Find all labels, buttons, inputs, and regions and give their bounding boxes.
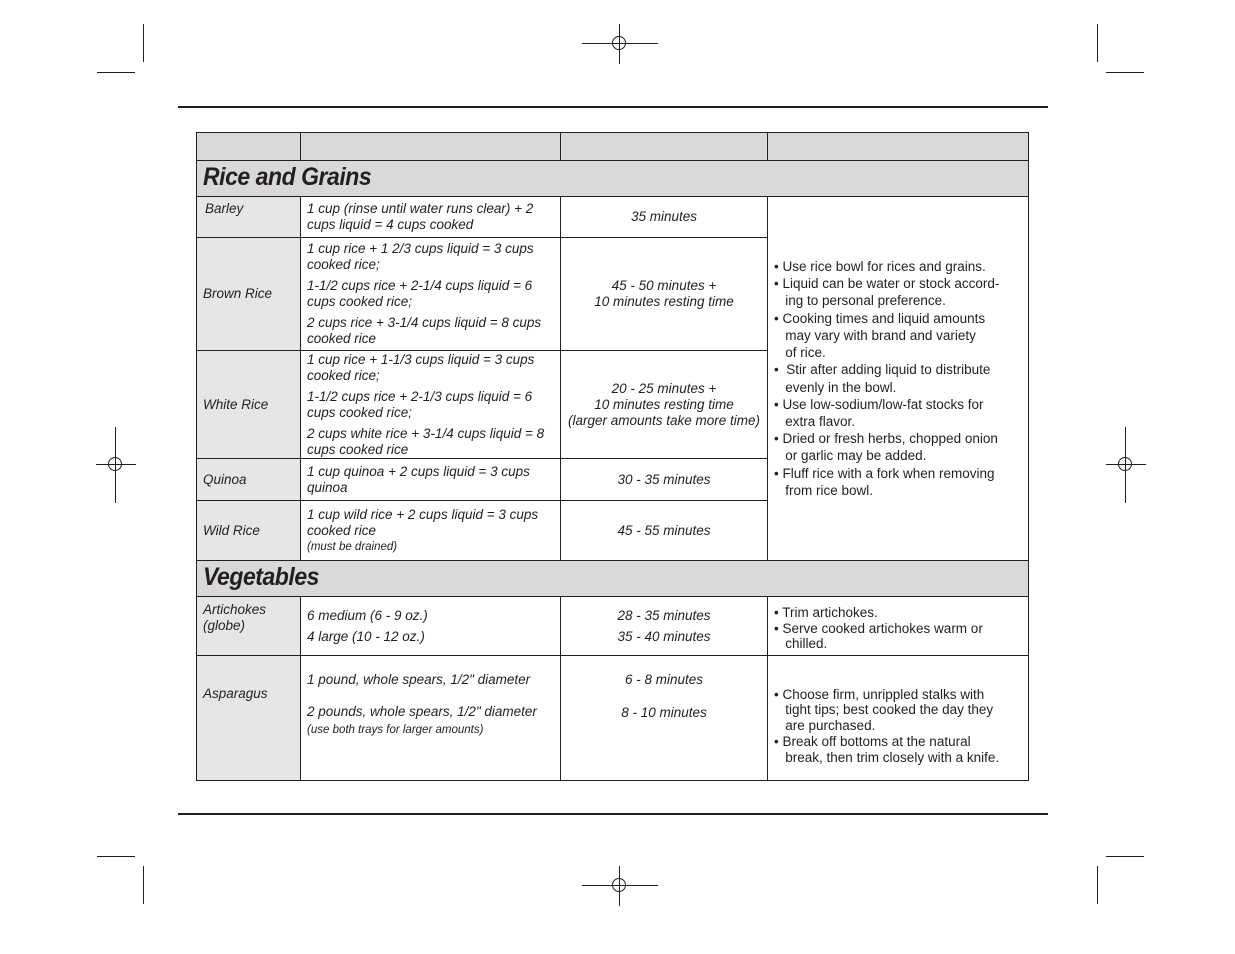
table-row-artichokes <box>197 597 1029 656</box>
steaming-guide-table <box>196 132 1029 781</box>
amount-text: 2 cups white rice + 3-1/4 cups liquid = 8 cups cooked rice <box>307 425 545 457</box>
time-text: 28 - 35 minutes <box>617 607 711 623</box>
amount-text: 1 cup (rinse until water runs clear) + 2 cups liquid = 4 cups cooked <box>307 201 534 232</box>
amount-text: 4 large (10 - 12 oz.) <box>307 628 425 644</box>
amount-text: 1-1/2 cups rice + 2-1/4 cups liquid = 6 cups cooked rice; <box>307 278 533 309</box>
time-text: (larger amounts take more time) <box>567 412 761 428</box>
food-name: Artichokes (globe) <box>197 597 301 656</box>
header-cell <box>768 133 1029 161</box>
amount-note: (must be drained) <box>307 540 398 553</box>
time-cell <box>561 459 768 501</box>
time-text: 30 - 35 minutes <box>617 471 711 487</box>
registration-mark-left <box>96 445 136 485</box>
food-name: Quinoa <box>197 459 301 501</box>
time-text: 20 - 25 minutes + <box>611 380 717 396</box>
amount-cell <box>301 351 561 459</box>
amount-text: 1 cup rice + 1-1/3 cups liquid = 3 cups cooked rice; <box>307 351 535 383</box>
header-cell <box>197 133 301 161</box>
time-text: 10 minutes resting time <box>594 294 734 309</box>
time-cell <box>561 238 768 351</box>
amount-cell <box>301 597 561 656</box>
top-rule <box>178 106 1048 108</box>
amount-cell <box>301 656 561 781</box>
amount-text: 1 cup rice + 1 2/3 cups liquid = 3 cups cooked rice; <box>307 241 534 272</box>
section-title: Rice and Grains <box>203 162 372 191</box>
amount-text: 6 medium (6 - 9 oz.) <box>307 607 428 623</box>
amount-text: 2 pounds, whole spears, 1/2" diameter <box>307 704 537 719</box>
crop-mark <box>1106 856 1144 857</box>
time-text: 10 minutes resting time <box>594 396 734 412</box>
amount-cell <box>301 238 561 351</box>
notes-text: • Choose firm, unrippled stalks with tight tips; best cooked the day they are purchased. • Break off bottoms at the natural break, then trim closely with a knife. <box>774 686 1000 765</box>
amount-text: 1 cup quinoa + 2 cups liquid = 3 cups quinoa <box>307 463 530 495</box>
bottom-rule <box>178 813 1048 815</box>
time-cell <box>561 656 768 781</box>
crop-mark <box>97 856 135 857</box>
table-row-asparagus <box>197 656 1029 781</box>
time-cell <box>561 351 768 459</box>
crop-mark <box>1106 72 1144 73</box>
crop-mark <box>143 24 144 62</box>
crop-mark <box>143 866 144 904</box>
amount-text: 2 cups rice + 3-1/4 cups liquid = 8 cups cooked rice <box>307 315 542 346</box>
amount-cell <box>301 501 561 561</box>
amount-text: 1 pound, whole spears, 1/2" diameter <box>307 672 531 687</box>
table-row-barley <box>197 197 1029 238</box>
time-text: 35 minutes <box>630 209 698 224</box>
registration-mark-bottom <box>600 866 640 906</box>
header-cell <box>561 133 768 161</box>
notes-cell-artichokes <box>768 597 1029 656</box>
time-text: 45 - 55 minutes <box>617 522 711 538</box>
crop-mark <box>1097 866 1098 904</box>
header-cell <box>301 133 561 161</box>
time-text: 6 - 8 minutes <box>624 672 704 687</box>
food-name: Barley <box>197 197 301 238</box>
food-name: Asparagus <box>197 656 301 781</box>
registration-mark-top <box>600 24 640 64</box>
time-cell <box>561 597 768 656</box>
food-name: Brown Rice <box>197 238 301 351</box>
registration-mark-right <box>1106 445 1146 485</box>
notes-cell-asparagus <box>768 656 1029 781</box>
food-name: White Rice <box>197 351 301 459</box>
amount-text: 1 cup wild rice + 2 cups liquid = 3 cups cooked rice <box>307 506 539 538</box>
amount-cell <box>301 197 561 238</box>
time-text: 35 - 40 minutes <box>617 628 711 644</box>
amount-note: (use both trays for larger amounts) <box>307 724 484 736</box>
amount-text: 1-1/2 cups rice + 2-1/3 cups liquid = 6 cups cooked rice; <box>307 388 533 420</box>
crop-mark <box>97 72 135 73</box>
food-name: Wild Rice <box>197 501 301 561</box>
amount-cell <box>301 459 561 501</box>
time-text: 8 - 10 minutes <box>621 705 707 720</box>
notes-cell-rice <box>768 197 1029 561</box>
header-row <box>197 133 1029 161</box>
crop-mark <box>1097 24 1098 62</box>
time-cell <box>561 197 768 238</box>
section-title: Vegetables <box>203 562 320 591</box>
time-cell <box>561 501 768 561</box>
section-header-vegetables <box>197 561 1029 597</box>
notes-text: • Use rice bowl for rices and grains. • Liquid can be water or stock accord- ing to personal preference. • Cooking times and liquid amounts may vary with brand and variety of rice. • Stir after adding liquid to distribute evenly in the bowl. • Use low-sodium/low-fat stocks for extra flavor. • Dried or fresh herbs, chopped onion or garlic may be added. • Fluff rice with a fork when removing from rice bowl. <box>774 259 1000 498</box>
time-text: 45 - 50 minutes + <box>611 278 717 293</box>
notes-text: • Trim artichokes. • Serve cooked artichokes warm or chilled. <box>774 605 983 652</box>
section-header-rice <box>197 161 1029 197</box>
